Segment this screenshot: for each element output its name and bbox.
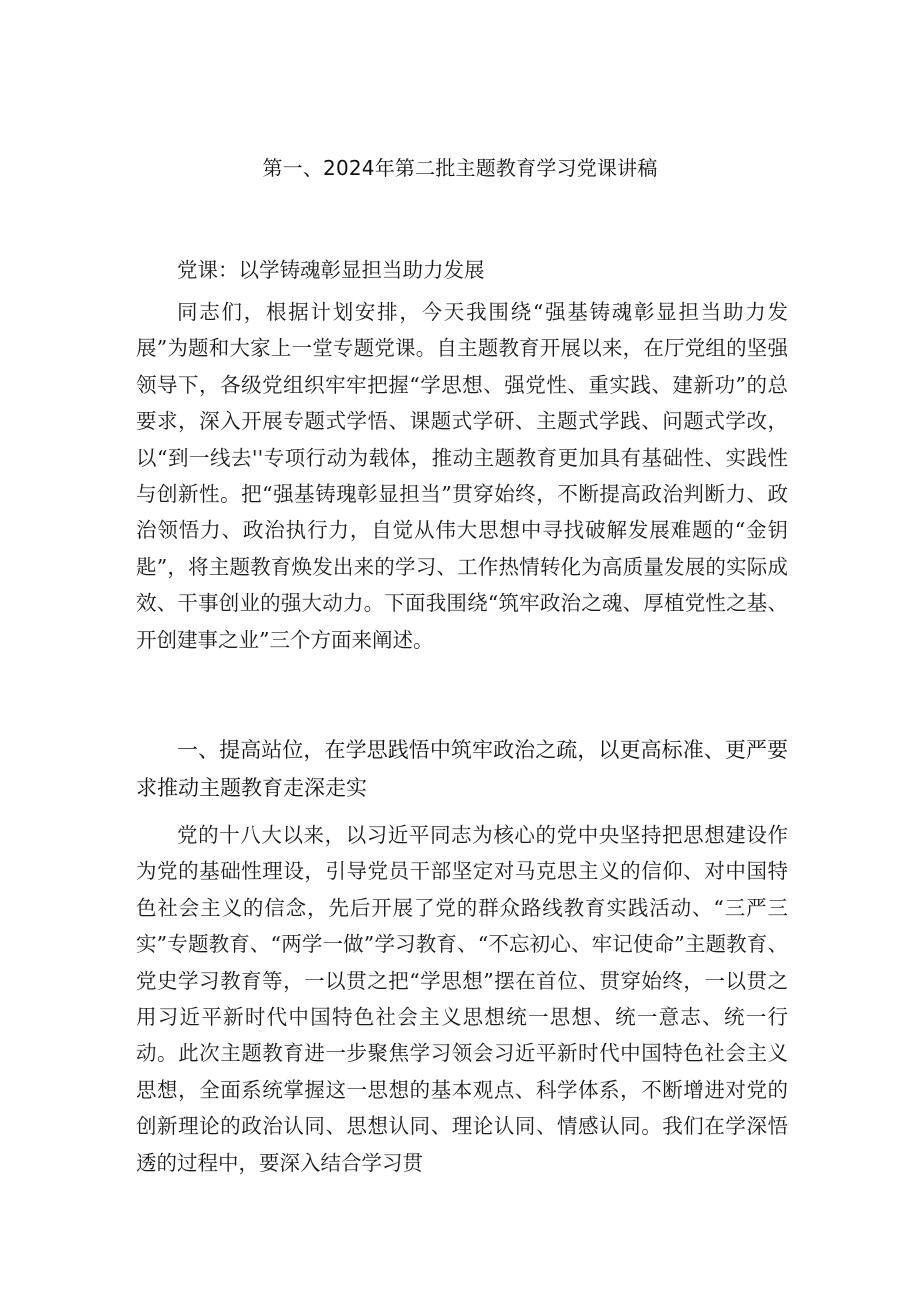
document-title: 第一、2024年第二批主题教育学习党课讲稿 — [262, 156, 658, 180]
lecture-subtitle: 党课：以学铸魂彰显担当助力发展 — [177, 258, 485, 282]
section-heading-1: 一、提高站位，在学思践悟中筑牢政治之疏，以更高标准、更严要求推动主题教育走深走实 — [136, 738, 788, 800]
section-1-paragraph: 党的十八大以来，以习近平同志为核心的党中央坚持把思想建设作为党的基础性理设，引导党员干部坚定对马克思主义的信仰、对中国特色社会主义的信念，先后开展了党的群众路线教育实践活动、“三严三实”专题教育、“两学一做”学习教育、“不忘初心、牢记使命”主题教育、党史学习教育等，一以贯之把“学思想”摆在首位、贯穿始终，一以贯之用习近平新时代中国特色社会主义思想统一思想、统一意志、统一行动。此次主题教育进一步聚焦学习领会习近平新时代中国特色社会主义思想，全面系统掌握这一思想的基本观点、科学体系，不断增进对党的创新理论的政治认同、思想认同、理论认同、情感认同。我们在学深悟透的过程中，要深入结合学习贯 — [136, 823, 788, 1175]
intro-paragraph: 同志们，根据计划安排，今天我围绕“强基铸魂彰显担当助力发展”为题和大家上一堂专题党课。自主题教育开展以来，在厅党组的坚强领导下，各级党组织牢牢把握“学思想、强党性、重实践、建新功”的总要求，深入开展专题式学悟、课题式学研、主题式学践、问题式学改，以“到一线去''专项行动为载体，推动主题教育更加具有基础性、实践性与创新性。把“强基铸瑰彰显担当”贯穿始终，不断提高政治判断力、政治领悟力、政治执行力，自觉从伟大思想中寻找破解发展难题的“金钥匙”，将主题教育焕发出来的学习、工作热情转化为高质量发展的实际成效、干事创业的强大动力。下面我围绕“筑牢政治之魂、厚植党性之基、开创建事之业”三个方面来阐述。 — [136, 300, 788, 652]
